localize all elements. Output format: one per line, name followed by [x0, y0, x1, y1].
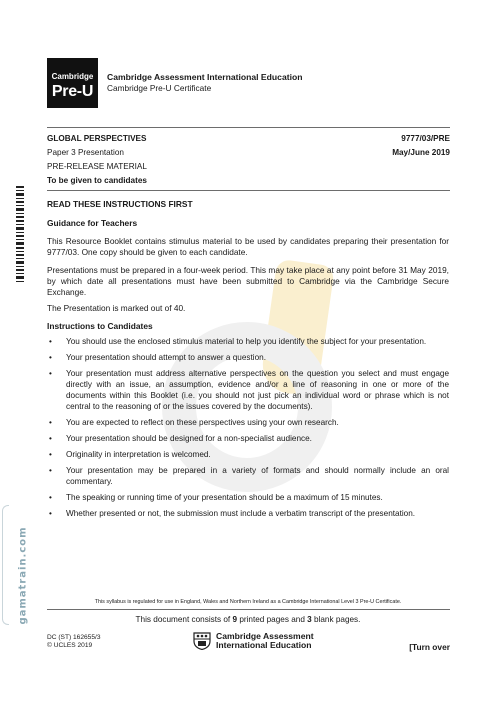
paper-code: 9777/03/PRE [401, 134, 450, 143]
cambridge-pre-u-logo [47, 58, 98, 108]
document-code [47, 634, 101, 650]
barcode [16, 186, 24, 282]
list-item-text: You are expected to reflect on these perspectives using your own research. [66, 418, 339, 427]
list-item [47, 368, 449, 412]
subject-title: GLOBAL PERSPECTIVES [47, 134, 147, 143]
list-item [47, 508, 449, 519]
guidance-paragraph-2: Presentations must be prepared in a four-week period. This may take place at any point before 31 May 2019, by which date all presentations must have been submitted to Cambridge via the Cambridge Secure Exchange. [47, 265, 449, 297]
organization-name: Cambridge Assessment International Education [107, 72, 303, 82]
list-item [47, 417, 449, 428]
header-divider [47, 127, 450, 128]
bullet-icon: • [49, 353, 52, 362]
bullet-icon: • [49, 509, 52, 518]
bullet-icon: • [49, 418, 52, 427]
turn-over-label: [Turn over [409, 642, 450, 652]
footer-org-line-1: Cambridge Assessment [216, 631, 314, 641]
list-item [47, 336, 449, 347]
list-item [47, 492, 449, 503]
bullet-icon: • [49, 337, 52, 346]
recipient-note: To be given to candidates [47, 176, 147, 185]
cambridge-crest-icon [193, 632, 211, 650]
guidance-heading: Guidance for Teachers [47, 218, 138, 228]
instructions-list [47, 336, 449, 519]
document-reference: DC (ST) 162655/3 [47, 634, 101, 641]
guidance-paragraph-1: This Resource Booklet contains stimulus material to be used by candidates preparing their presentation for 9777/03. One copy should be given to each candidate. [47, 236, 449, 257]
footer-organization [216, 632, 314, 650]
list-item-text: Your presentation should be designed for a non-specialist audience. [66, 434, 312, 443]
footer-org-line-2: International Education [216, 640, 312, 650]
bullet-icon: • [49, 450, 52, 459]
side-watermark-bracket [2, 505, 9, 625]
list-item [47, 449, 449, 460]
blank-pages-count: 3 [307, 615, 312, 624]
paper-title: Paper 3 Presentation [47, 148, 124, 157]
material-type: PRE-RELEASE MATERIAL [47, 162, 147, 171]
bullet-icon: • [49, 466, 52, 475]
syllabus-regulation-note: This syllabus is regulated for use in England, Wales and Northern Ireland as a Cambridge International Level 3 Pre-U Certificate. [94, 599, 402, 605]
list-item-text: The speaking or running time of your presentation should be a maximum of 15 minutes. [66, 493, 383, 502]
list-item [47, 465, 449, 487]
page-count-middle: printed pages and [237, 615, 308, 624]
bullet-icon: • [49, 493, 52, 502]
meta-divider [47, 190, 450, 191]
bullet-icon: • [49, 369, 52, 378]
bullet-icon: • [49, 434, 52, 443]
side-watermark-text: gamatrain.com [17, 526, 29, 625]
list-item-text: Whether presented or not, the submission must include a verbatim transcript of the presentation. [66, 509, 416, 518]
list-item-text: Your presentation must address alternative perspectives on the question you select and must engage directly with an issue, an assumption, evidence and/or a line of reasoning in one or more of the documents within this Booklet (i.e. you should not just pick an individual word or phrase which is not central to the reasoning of or the issues covered by the documents). [66, 369, 449, 411]
read-first-heading: READ THESE INSTRUCTIONS FIRST [47, 199, 193, 209]
guidance-paragraph-3: The Presentation is marked out of 40. [47, 303, 186, 313]
list-item-text: Your presentation should attempt to answer a question. [66, 353, 266, 362]
page-count-prefix: This document consists of [135, 615, 233, 624]
instructions-heading: Instructions to Candidates [47, 321, 153, 331]
list-item-text: Your presentation may be prepared in a variety of formats and should normally include an oral commentary. [66, 466, 449, 486]
page-count-note [0, 615, 496, 624]
exam-session: May/June 2019 [392, 148, 450, 157]
footer-divider [47, 609, 450, 610]
page-count-suffix: blank pages. [311, 615, 361, 624]
copyright-notice: © UCLES 2019 [47, 642, 93, 649]
list-item-text: You should use the enclosed stimulus material to help you identify the subject for your presentation. [66, 337, 427, 346]
list-item [47, 352, 449, 363]
qualification-name: Cambridge Pre-U Certificate [107, 83, 212, 93]
list-item [47, 433, 449, 444]
list-item-text: Originality in interpretation is welcomed. [66, 450, 211, 459]
logo-top-text: Cambridge [51, 72, 94, 81]
logo-bottom-text: Pre-U [51, 83, 94, 100]
printed-pages-count: 9 [232, 615, 238, 624]
